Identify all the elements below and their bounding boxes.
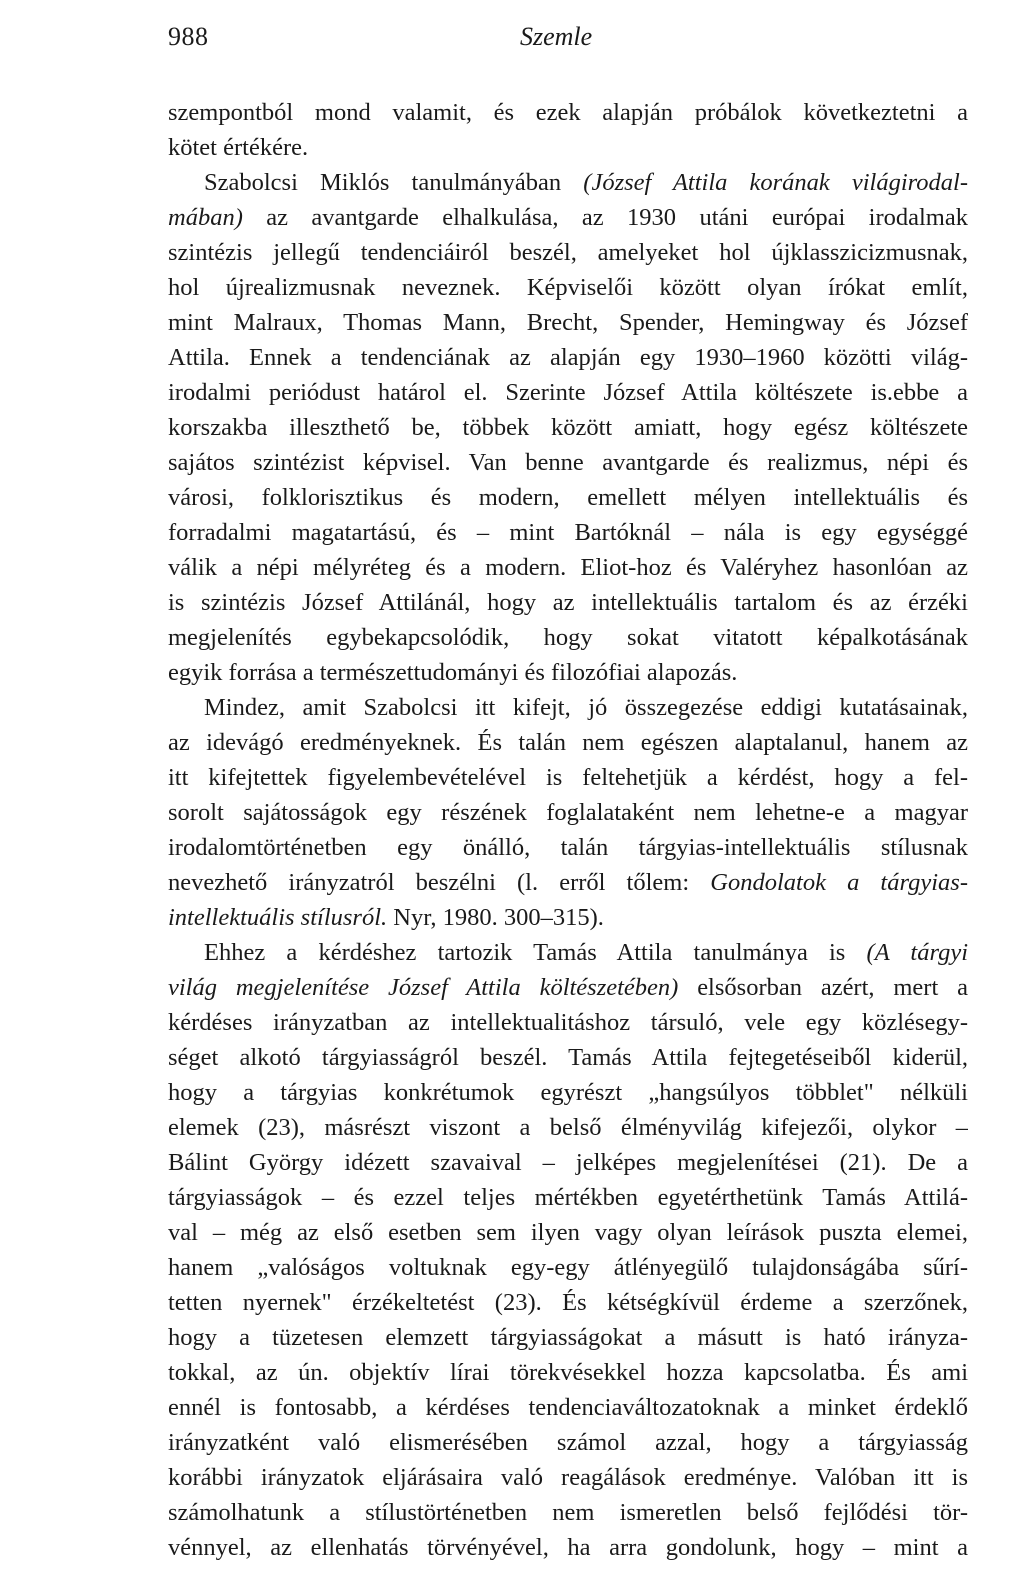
text-segment: az idevágó eredményeknek. És talán nem egészen alaptalanul, hanem az xyxy=(168,729,968,756)
text-segment: tetten nyernek" érzékeltetést (23). És kétségkívül érdeme a szerzőnek, xyxy=(168,1289,968,1316)
text-segment: hanem „valóságos voltuknak egy-egy átlényegülő tulajdonságába sűrí- xyxy=(168,1254,968,1281)
text-line xyxy=(168,1250,968,1285)
text-segment: tokkal, az ún. objektív lírai törekvésekkel hozza kapcsolatba. És ami xyxy=(168,1359,968,1386)
text-line xyxy=(168,270,968,305)
text-segment: szintézis jellegű tendenciáiról beszél, amelyeket hol újklasszicizmusnak, xyxy=(168,239,968,266)
text-segment: az avantgarde elhalkulása, az 1930 utáni európai irodalmak xyxy=(242,204,968,231)
text-line xyxy=(168,375,968,410)
text-line xyxy=(168,970,968,1005)
italic-segment: (József Attila korának világirodal- xyxy=(583,169,968,196)
text-segment: forradalmi magatartású, és – mint Bartóknál – nála is egy egységgé xyxy=(168,519,968,546)
text-line xyxy=(168,235,968,270)
text-line xyxy=(168,795,968,830)
text-segment: irányzatként való elismerésében számol azzal, hogy a tárgyiasság xyxy=(168,1429,968,1456)
text-line xyxy=(168,830,968,865)
text-line xyxy=(168,200,968,235)
text-line xyxy=(168,340,968,375)
text-segment: megjelenítés egybekapcsolódik, hogy sokat vitatott képalkotásának xyxy=(168,624,968,651)
text-line xyxy=(168,1075,968,1110)
text-line xyxy=(168,1495,968,1530)
text-segment: tárgyiasságok – és ezzel teljes mértékben egyetérthetünk Tamás Attilá- xyxy=(168,1184,968,1211)
text-line xyxy=(168,900,968,935)
text-segment: sorolt sajátosságok egy részének foglalataként nem lehetne-e a magyar xyxy=(168,799,968,826)
text-segment: válik a népi mélyréteg és a modern. Eliot-hoz és Valéryhez hasonlóan az xyxy=(168,554,968,581)
text-line xyxy=(168,1460,968,1495)
italic-segment: világ megjelenítése József Attila költészetében) xyxy=(168,974,679,1001)
italic-segment: intellektuális stílusról. xyxy=(168,904,388,931)
text-segment: Bálint György idézett szavaival – jelképes megjelenítései (21). De a xyxy=(168,1149,968,1176)
text-segment: sajátos szintézist képvisel. Van benne avantgarde és realizmus, népi és xyxy=(168,449,968,476)
text-line xyxy=(168,410,968,445)
text-line xyxy=(168,1215,968,1250)
text-segment: Nyr, 1980. 300–315). xyxy=(387,904,604,931)
text-line xyxy=(168,1005,968,1040)
text-segment: Attila. Ennek a tendenciának az alapján egy 1930–1960 közötti világ- xyxy=(168,344,968,371)
text-line xyxy=(168,1040,968,1075)
text-segment: val – még az első esetben sem ilyen vagy olyan leírások puszta elemei, xyxy=(168,1219,968,1246)
text-line xyxy=(168,1145,968,1180)
italic-segment: (A tárgyi xyxy=(866,939,968,966)
text-segment: kérdéses irányzatban az intellektualitáshoz társuló, vele egy közlésegy- xyxy=(168,1009,968,1036)
text-line xyxy=(168,620,968,655)
text-segment: irodalomtörténetben egy önálló, talán tárgyias-intellektuális stílusnak xyxy=(168,834,968,861)
text-segment: kötet értékére. xyxy=(168,134,309,161)
text-line xyxy=(168,1285,968,1320)
text-line xyxy=(168,165,968,200)
text-segment: mint Malraux, Thomas Mann, Brecht, Spender, Hemingway és József xyxy=(168,309,968,336)
text-line xyxy=(168,585,968,620)
text-segment: városi, folklorisztikus és modern, emellett mélyen intellektuális és xyxy=(168,484,968,511)
text-segment: hol újrealizmusnak neveznek. Képviselői között olyan írókat említ, xyxy=(168,274,968,301)
text-line xyxy=(168,1530,968,1565)
text-segment: vénnyel, az ellenhatás törvényével, ha arra gondolunk, hogy – mint a xyxy=(168,1534,968,1561)
text-line xyxy=(168,1180,968,1215)
text-line xyxy=(168,480,968,515)
text-segment: elemek (23), másrészt viszont a belső élményvilág kifejezői, olykor – xyxy=(168,1114,968,1141)
text-segment: hogy a tüzetesen elemzett tárgyiasságokat a másutt is ható irányza- xyxy=(168,1324,968,1351)
text-line xyxy=(168,690,968,725)
text-segment: nevezhető irányzatról beszélni (l. erről tőlem: xyxy=(168,869,711,896)
text-line xyxy=(168,1390,968,1425)
text-line xyxy=(168,445,968,480)
text-line xyxy=(168,1425,968,1460)
text-segment: Szabolcsi Miklós tanulmányában xyxy=(204,169,584,196)
text-segment: korábbi irányzatok eljárásaira való reagálások eredménye. Valóban itt is xyxy=(168,1464,968,1491)
italic-segment: mában) xyxy=(168,204,243,231)
text-line xyxy=(168,935,968,970)
text-segment: korszakba illeszthető be, többek között amiatt, hogy egész költészete xyxy=(168,414,968,441)
italic-segment: Gondolatok a tárgyias- xyxy=(710,869,968,896)
text-line xyxy=(168,760,968,795)
text-line xyxy=(168,515,968,550)
text-segment: Ehhez a kérdéshez tartozik Tamás Attila tanulmánya is xyxy=(204,939,867,966)
text-segment: is szintézis József Attilánál, hogy az intellektuális tartalom és az érzéki xyxy=(168,589,968,616)
text-line xyxy=(168,130,968,165)
text-segment: elsősorban azért, mert a xyxy=(678,974,968,1001)
text-line xyxy=(168,655,968,690)
text-segment: egyik forrása a természettudományi és filozófiai alapozás. xyxy=(168,659,738,686)
text-line xyxy=(168,95,968,130)
text-segment: irodalmi periódust határol el. Szerinte József Attila költészete is.ebbe a xyxy=(168,379,968,406)
body-text xyxy=(168,95,968,1565)
text-line xyxy=(168,305,968,340)
text-line xyxy=(168,865,968,900)
page-number: 988 xyxy=(168,22,209,51)
text-line xyxy=(168,725,968,760)
text-line xyxy=(168,1355,968,1390)
text-segment: Mindez, amit Szabolcsi itt kifejt, jó összegezése eddigi kutatásainak, xyxy=(204,694,968,721)
text-line xyxy=(168,1110,968,1145)
text-segment: számolhatunk a stílustörténetben nem ismeretlen belső fejlődési tör- xyxy=(168,1499,968,1526)
text-segment: hogy a tárgyias konkrétumok egyrészt „hangsúlyos többlet" nélküli xyxy=(168,1079,968,1106)
running-head xyxy=(168,22,968,62)
text-line xyxy=(168,1320,968,1355)
text-segment: séget alkotó tárgyiasságról beszél. Tamás Attila fejtegetéseiből kiderül, xyxy=(168,1044,968,1071)
text-segment: itt kifejtettek figyelembevételével is feltehetjük a kérdést, hogy a fel- xyxy=(168,764,968,791)
text-segment: ennél is fontosabb, a kérdéses tendenciaváltozatoknak a minket érdeklő xyxy=(168,1394,968,1421)
journal-title: Szemle xyxy=(520,22,593,51)
text-segment: szempontból mond valamit, és ezek alapján próbálok következtetni a xyxy=(168,99,968,126)
text-line xyxy=(168,550,968,585)
